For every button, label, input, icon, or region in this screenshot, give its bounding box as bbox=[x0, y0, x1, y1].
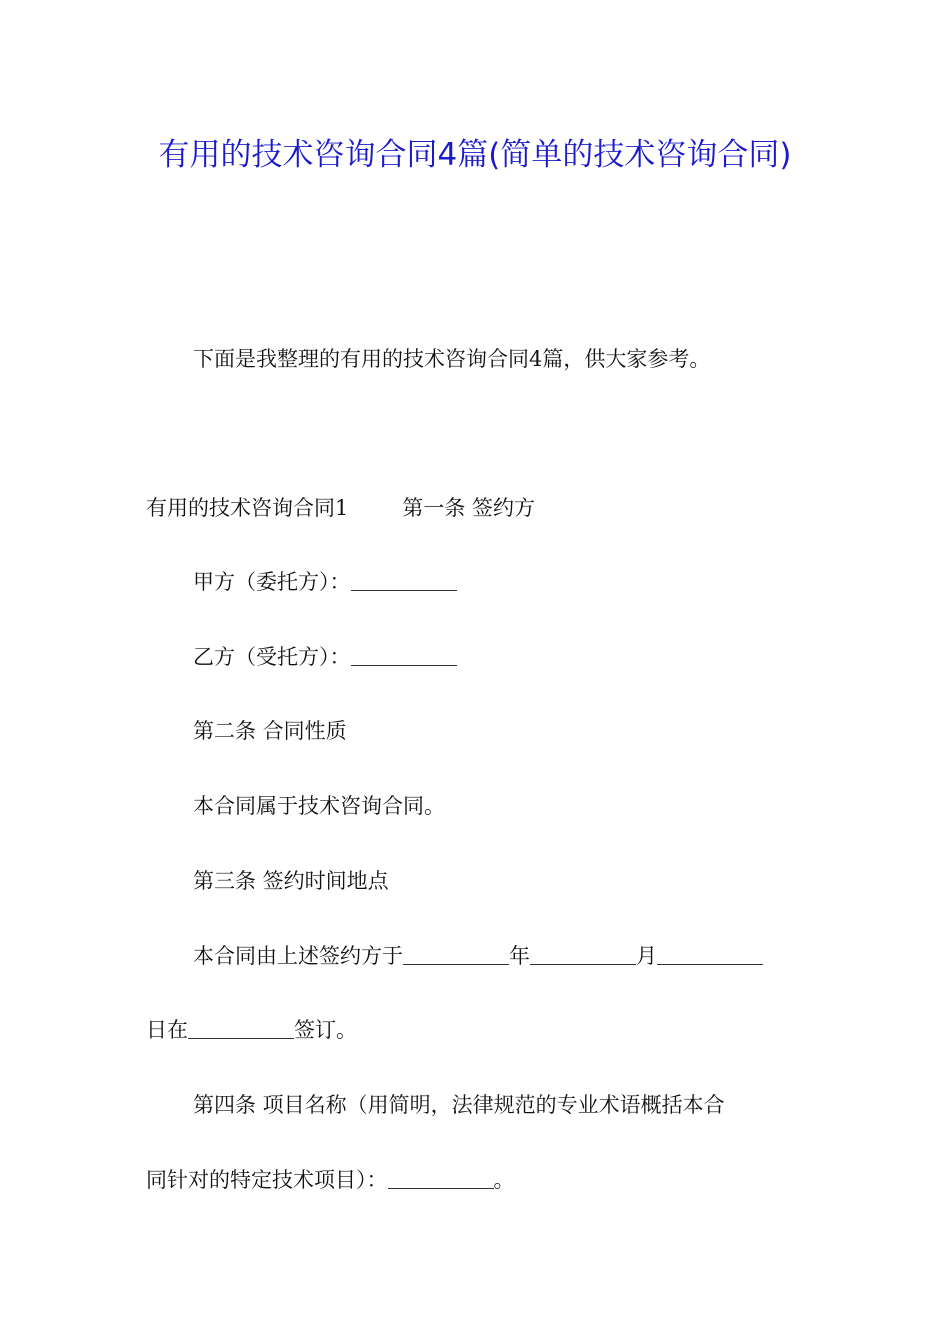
party-b-line bbox=[193, 642, 457, 672]
party-a-line bbox=[193, 567, 457, 597]
article1-heading: 第一条 签约方 bbox=[402, 496, 536, 520]
party-b-label: 乙方（受托方）： bbox=[193, 645, 351, 669]
article4-line1: 第四条 项目名称（用简明，法律规范的专业术语概括本合 bbox=[193, 1093, 725, 1117]
article2-heading: 第二条 合同性质 bbox=[193, 719, 347, 743]
section1-heading: 有用的技术咨询合同1 bbox=[146, 496, 349, 520]
nature-text: 本合同属于技术咨询合同。 bbox=[193, 794, 445, 818]
month-blank[interactable] bbox=[530, 944, 636, 965]
intro-paragraph: 下面是我整理的有用的技术咨询合同4篇，供大家参考。 bbox=[193, 347, 711, 371]
place-blank[interactable] bbox=[188, 1018, 294, 1039]
year-blank[interactable] bbox=[403, 944, 509, 965]
day-blank[interactable] bbox=[657, 944, 763, 965]
sign-place-line bbox=[146, 1015, 357, 1045]
article4-end: 。 bbox=[493, 1168, 515, 1192]
month-label: 月 bbox=[636, 944, 657, 968]
sign-time-prefix: 本合同由上述签约方于 bbox=[193, 944, 403, 968]
article3-heading: 第三条 签约时间地点 bbox=[193, 869, 389, 893]
sign-suffix: 签订。 bbox=[294, 1018, 357, 1042]
party-a-blank[interactable] bbox=[351, 570, 457, 591]
project-name-blank[interactable] bbox=[388, 1168, 494, 1189]
party-a-label: 甲方（委托方）： bbox=[193, 570, 351, 594]
party-b-blank[interactable] bbox=[351, 645, 457, 666]
article4-line2 bbox=[146, 1165, 515, 1195]
sign-time-line bbox=[193, 941, 763, 971]
year-label: 年 bbox=[509, 944, 530, 968]
document-title: 有用的技术咨询合同4篇(简单的技术咨询合同) bbox=[158, 137, 792, 173]
article4-label: 同针对的特定技术项目）： bbox=[146, 1168, 388, 1192]
day-prefix: 日在 bbox=[146, 1018, 188, 1042]
section-heading-row bbox=[146, 493, 535, 523]
